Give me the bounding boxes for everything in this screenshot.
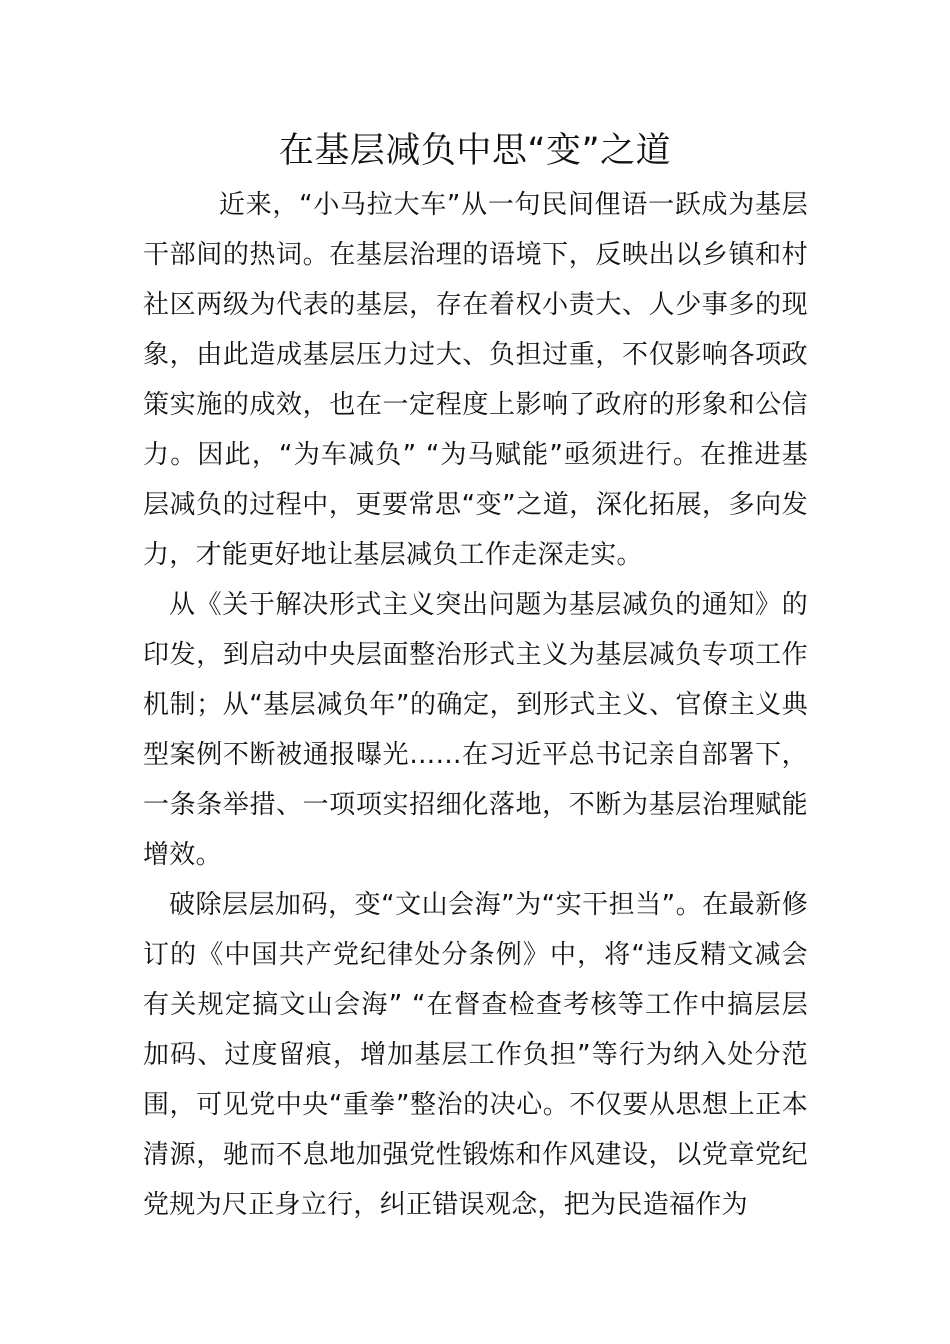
paragraph-break-layering: 破除层层加码，变“文山会海”为“实干担当”。在最新修订的《中国共产党纪律处分条例》中，将“违反精文减会有关规定搞文山会海” “在督查检查考核等工作中搞层层加码、过度留痕，增加基层工作负担”等行为纳入处分范围，可见党中央“重拳”整治的决心。不仅要从思想上正本清源，驰而不息地加强党性锻炼和作风建设，以党章党纪党规为尺正身立行，纠正错误观念，把为民造福作为 [143, 890, 808, 1220]
paragraph-intro: 近来，“小马拉大车”从一句民间俚语一跃成为基层干部间的热词。在基层治理的语境下，反映出以乡镇和村社区两级为代表的基层，存在着权小责大、人少事多的现象，由此造成基层压力过大、负担过重，不仅影响各项政策实施的成效，也在一定程度上影响了政府的形象和公信力。因此，“为车减负” “为马赋能”亟须进行。在推进基层减负的过程中，更要常思“变”之道，深化拓展，多向发力，才能更好地让基层减负工作走深走实。 [143, 190, 808, 570]
paragraph-policy-history: 从《关于解决形式主义突出问题为基层减负的通知》的印发，到启动中央层面整治形式主义为基层减负专项工作机制；从“基层减负年”的确定，到形式主义、官僚主义典型案例不断被通报曝光……在习近平总书记亲自部署下，一条条举措、一项项实招细化落地，不断为基层治理赋能增效。 [143, 590, 808, 870]
document-body [143, 180, 808, 1230]
document-title: 在基层减负中思“变”之道 [278, 131, 672, 171]
